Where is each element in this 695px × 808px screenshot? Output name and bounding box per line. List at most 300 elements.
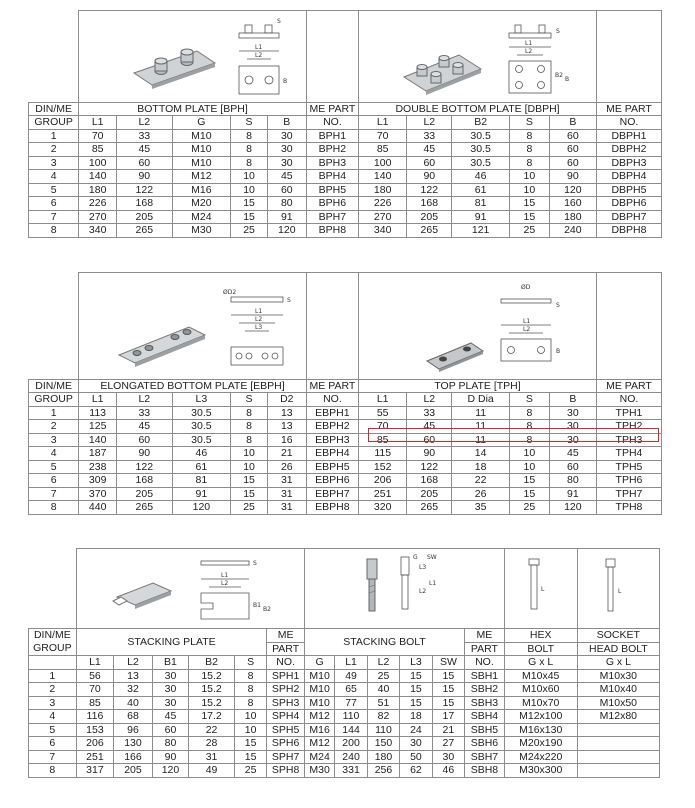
table-cell: 81 xyxy=(452,197,510,211)
table-cell: 15 xyxy=(231,197,268,211)
table-row xyxy=(29,460,662,474)
table-cell: 80 xyxy=(152,737,189,751)
table-cell: M10x45 xyxy=(504,669,577,683)
table-cell: 31 xyxy=(267,501,306,515)
table-cell: 309 xyxy=(79,474,117,488)
table-cell: SPH8 xyxy=(267,764,305,778)
table-cell: M24 xyxy=(172,210,231,224)
table-cell: 17.2 xyxy=(189,710,235,724)
dim-b-label: B xyxy=(283,78,288,85)
table-cell: SBH5 xyxy=(465,723,505,737)
table-cell: M16 xyxy=(172,183,231,197)
group-cell: 1 xyxy=(29,129,79,143)
table-cell: 91 xyxy=(267,210,306,224)
table-cell: 30.5 xyxy=(172,406,231,420)
table-cell: 206 xyxy=(76,737,114,751)
table-cell: 90 xyxy=(117,447,173,461)
table-cell: TPH5 xyxy=(596,460,661,474)
table-cell: 26 xyxy=(267,460,306,474)
col-header: S xyxy=(509,393,549,407)
table-cell: 90 xyxy=(407,447,452,461)
table-cell: SBH6 xyxy=(465,737,505,751)
group-cell: 6 xyxy=(29,197,79,211)
dim-s-label: S xyxy=(556,28,560,35)
table-cell: 150 xyxy=(367,737,399,751)
col-header: L1 xyxy=(359,116,407,130)
table-cell: M20x190 xyxy=(504,737,577,751)
table-cell xyxy=(577,737,659,751)
table-cell: DBPH6 xyxy=(596,197,661,211)
table-cell: 226 xyxy=(79,197,117,211)
table-cell: 30 xyxy=(267,156,306,170)
group-cell: 7 xyxy=(29,750,77,764)
table-cell: EBPH6 xyxy=(306,474,358,488)
table-row xyxy=(29,433,662,447)
dim-b1-label: B1 xyxy=(252,602,261,609)
table-cell: M24 xyxy=(304,750,334,764)
me-part-header: ME xyxy=(267,629,305,643)
table-cell: 25 xyxy=(509,224,549,238)
group-cell: 6 xyxy=(29,474,79,488)
table-cell: TPH2 xyxy=(596,420,661,434)
dim-l3-label: L3 xyxy=(255,324,263,331)
table-row xyxy=(29,210,662,224)
table-cell: SPH6 xyxy=(267,737,305,751)
table-cell: 8 xyxy=(509,420,549,434)
table-cell: TPH6 xyxy=(596,474,661,488)
table-cell: 70 xyxy=(76,683,114,697)
table-cell: 13 xyxy=(267,406,306,420)
section-title: DOUBLE BOTTOM PLATE [DBPH] xyxy=(359,103,597,116)
me-part-header: ME PART xyxy=(306,103,358,116)
table-cell: 32 xyxy=(114,683,153,697)
table-cell: 115 xyxy=(359,447,407,461)
table-cell: 15 xyxy=(509,474,549,488)
table-cell: 15 xyxy=(400,683,432,697)
table-cell: 30.5 xyxy=(172,420,231,434)
col-header: B xyxy=(549,393,596,407)
stacking-bolt-drawing xyxy=(304,549,504,629)
table-cell: 15 xyxy=(231,474,268,488)
table-cell: EBPH3 xyxy=(306,433,358,447)
table-cell: EBPH4 xyxy=(306,447,358,461)
table-cell: 340 xyxy=(359,224,407,238)
table-cell: 8 xyxy=(231,143,268,157)
table-cell: 122 xyxy=(407,460,452,474)
dim-l2-label: L2 xyxy=(523,326,531,333)
table-cell: 40 xyxy=(367,683,399,697)
table-cell: M10 xyxy=(172,129,231,143)
table-cell: 15 xyxy=(432,683,464,697)
table-cell: DBPH3 xyxy=(596,156,661,170)
table-cell: 11 xyxy=(452,420,510,434)
table-cell: 140 xyxy=(79,170,117,184)
col-header: B2 xyxy=(189,656,235,670)
col-header: S xyxy=(231,393,268,407)
table-cell: 25 xyxy=(509,501,549,515)
table-cell: 45 xyxy=(407,420,452,434)
group-cell: 5 xyxy=(29,183,79,197)
table-cell: 60 xyxy=(549,460,596,474)
table-cell: 60 xyxy=(549,143,596,157)
table-row xyxy=(29,737,660,751)
table-cell: 15.2 xyxy=(189,683,235,697)
col-header: S xyxy=(509,116,549,130)
group-cell: 3 xyxy=(29,696,77,710)
table-cell: BPH3 xyxy=(306,156,358,170)
group-header: DIN/ME xyxy=(29,380,79,393)
table-cell: M24x220 xyxy=(504,750,577,764)
table-cell: 24 xyxy=(400,723,432,737)
table-row xyxy=(29,683,660,697)
dim-sw-label: SW xyxy=(426,554,437,561)
table-cell: 125 xyxy=(79,420,117,434)
table-cell: 65 xyxy=(335,683,367,697)
col-header: D Dia xyxy=(452,393,510,407)
group-header: GROUP xyxy=(29,116,79,130)
dim-l1-label: L1 xyxy=(523,318,531,325)
col-header: S xyxy=(234,656,266,670)
table-cell: EBPH7 xyxy=(306,487,358,501)
table-cell: 15 xyxy=(509,197,549,211)
table-cell: SBH2 xyxy=(465,683,505,697)
table-cell: 100 xyxy=(359,156,407,170)
group-cell: 3 xyxy=(29,433,79,447)
table-cell: 50 xyxy=(400,750,432,764)
table-cell: 180 xyxy=(549,210,596,224)
table-row xyxy=(29,487,662,501)
table-cell: 120 xyxy=(267,224,306,238)
table-cell: 60 xyxy=(407,156,452,170)
dim-l2-label: L2 xyxy=(255,316,263,323)
table-cell: DBPH4 xyxy=(596,170,661,184)
table-cell: 10 xyxy=(231,447,268,461)
table-cell: 30 xyxy=(267,143,306,157)
table-cell: 51 xyxy=(367,696,399,710)
me-part-header: ME PART xyxy=(306,380,358,393)
table-cell: M10 xyxy=(172,143,231,157)
table-cell: 70 xyxy=(79,129,117,143)
table-cell: 30 xyxy=(549,406,596,420)
table-row xyxy=(29,764,660,778)
me-part-header: NO. xyxy=(596,393,661,407)
table-cell: 77 xyxy=(335,696,367,710)
table-cell: 8 xyxy=(231,406,268,420)
table-cell: 46 xyxy=(172,447,231,461)
table-cell: 240 xyxy=(549,224,596,238)
table-cell: 251 xyxy=(76,750,114,764)
table-cell: 15.2 xyxy=(189,669,235,683)
table-cell: 256 xyxy=(367,764,399,778)
table-cell: 168 xyxy=(117,197,173,211)
table-cell: 18 xyxy=(452,460,510,474)
table-cell: 120 xyxy=(172,501,231,515)
table-cell: M20 xyxy=(172,197,231,211)
table-cell: 16 xyxy=(267,433,306,447)
table-cell: 180 xyxy=(79,183,117,197)
table-cell: 25 xyxy=(231,501,268,515)
table-cell: 13 xyxy=(114,669,153,683)
dim-l1-label: L1 xyxy=(255,44,263,51)
table-cell: DBPH8 xyxy=(596,224,661,238)
table-cell: M12x80 xyxy=(577,710,659,724)
table-cell: 140 xyxy=(359,170,407,184)
table-cell: 331 xyxy=(335,764,367,778)
me-part-header: NO. xyxy=(267,656,305,670)
table-cell: 70 xyxy=(359,420,407,434)
top-plate-drawing xyxy=(359,273,597,380)
table-cell: 110 xyxy=(367,723,399,737)
table-cell: 26 xyxy=(452,487,510,501)
table-cell: M16x130 xyxy=(504,723,577,737)
group-cell: 1 xyxy=(29,669,77,683)
table-cell: 17 xyxy=(432,710,464,724)
bottom-plate-drawing xyxy=(79,11,306,103)
table-row xyxy=(29,170,662,184)
table-cell: 33 xyxy=(117,129,173,143)
table-cell: 15 xyxy=(400,669,432,683)
table-cell: 168 xyxy=(117,474,173,488)
table-bottom-plates xyxy=(28,10,662,238)
section-title: BOTTOM PLATE [BPH] xyxy=(79,103,306,116)
table-cell: DBPH1 xyxy=(596,129,661,143)
table-cell: 22 xyxy=(189,723,235,737)
table-cell: 8 xyxy=(234,683,266,697)
table-row xyxy=(29,696,660,710)
table-cell: 200 xyxy=(335,737,367,751)
group-cell: 8 xyxy=(29,764,77,778)
table-stacking-bolts xyxy=(28,548,660,778)
table-cell: 60 xyxy=(117,156,173,170)
table-cell: 15 xyxy=(509,210,549,224)
group-cell: 7 xyxy=(29,487,79,501)
table-cell: 33 xyxy=(407,129,452,143)
table-cell: SPH2 xyxy=(267,683,305,697)
table-cell: 10 xyxy=(231,183,268,197)
col-header: L3 xyxy=(400,656,432,670)
table-row xyxy=(29,447,662,461)
table-cell: 68 xyxy=(114,710,153,724)
table-cell: 168 xyxy=(407,474,452,488)
table-cell: 60 xyxy=(549,129,596,143)
dim-l1-label: L1 xyxy=(220,572,228,579)
table-cell: 55 xyxy=(359,406,407,420)
section-title: TOP PLATE [TPH] xyxy=(359,380,597,393)
table-row xyxy=(29,129,662,143)
table-cell: 8 xyxy=(231,433,268,447)
table-cell: 60 xyxy=(152,723,189,737)
socket-head-bolt-drawing xyxy=(577,549,659,629)
table-cell: SPH3 xyxy=(267,696,305,710)
col-header: B2 xyxy=(452,116,510,130)
group-cell: 2 xyxy=(29,143,79,157)
table-row xyxy=(29,183,662,197)
group-cell: 2 xyxy=(29,683,77,697)
col-header: G xyxy=(172,116,231,130)
table-cell: BPH4 xyxy=(306,170,358,184)
table-cell: 166 xyxy=(114,750,153,764)
table-cell: 270 xyxy=(79,210,117,224)
dim-s-label: S xyxy=(252,560,257,567)
table-cell: 30.5 xyxy=(452,156,510,170)
dim-l2-label: L2 xyxy=(525,48,533,55)
dim-l2-label: L2 xyxy=(220,580,228,587)
me-part-header: ME PART xyxy=(596,103,661,116)
table-cell: 31 xyxy=(267,474,306,488)
table-cell: M10 xyxy=(304,696,334,710)
group-cell: 4 xyxy=(29,447,79,461)
table-row xyxy=(29,474,662,488)
table-cell: 30 xyxy=(549,433,596,447)
me-part-header: ME xyxy=(465,629,505,643)
table-cell: BPH2 xyxy=(306,143,358,157)
dim-l3-label: L3 xyxy=(418,564,427,571)
table-cell: 49 xyxy=(189,764,235,778)
table-cell: 49 xyxy=(335,669,367,683)
table-cell: M10x30 xyxy=(577,669,659,683)
col-header: D2 xyxy=(267,393,306,407)
table-cell: 180 xyxy=(367,750,399,764)
table-cell: M10x60 xyxy=(504,683,577,697)
group-cell: 8 xyxy=(29,224,79,238)
table-cell: 110 xyxy=(335,710,367,724)
me-part-header: PART xyxy=(465,642,505,656)
table-cell: 81 xyxy=(172,474,231,488)
table-cell: 62 xyxy=(400,764,432,778)
table-cell: 25 xyxy=(234,764,266,778)
hex-bolt-title: HEX xyxy=(504,629,577,643)
table-cell: 120 xyxy=(549,501,596,515)
table-cell: 8 xyxy=(509,156,549,170)
col-header: L3 xyxy=(172,393,231,407)
col-header: L2 xyxy=(367,656,399,670)
table-cell: 8 xyxy=(231,420,268,434)
table-cell: 251 xyxy=(359,487,407,501)
table-cell: M10 xyxy=(304,669,334,683)
table-cell: 85 xyxy=(359,143,407,157)
table-cell: SBH7 xyxy=(465,750,505,764)
table-cell: 8 xyxy=(231,156,268,170)
col-header: G x L xyxy=(577,656,659,670)
col-header: B xyxy=(549,116,596,130)
table-cell: 35 xyxy=(452,501,510,515)
table-cell: 80 xyxy=(267,197,306,211)
table-cell: SPH7 xyxy=(267,750,305,764)
col-header: L1 xyxy=(335,656,367,670)
dim-l1-label: L1 xyxy=(428,580,437,587)
table-cell: 21 xyxy=(267,447,306,461)
dim-s-label: S xyxy=(277,18,282,25)
dim-b2-label: B2 xyxy=(555,72,564,79)
table-cell: M12 xyxy=(304,737,334,751)
table-row xyxy=(29,750,660,764)
table-cell: 317 xyxy=(76,764,114,778)
table-cell: 8 xyxy=(509,129,549,143)
me-part-header: ME PART xyxy=(596,380,661,393)
col-header: G xyxy=(304,656,334,670)
table-cell: DBPH5 xyxy=(596,183,661,197)
table-cell: 33 xyxy=(117,406,173,420)
table-cell: 14 xyxy=(452,447,510,461)
hex-bolt-drawing xyxy=(504,549,577,629)
section-title: STACKING PLATE xyxy=(76,629,267,656)
table-cell: 168 xyxy=(407,197,452,211)
table-cell: 140 xyxy=(79,433,117,447)
table-cell: 13 xyxy=(267,420,306,434)
table-cell: 15 xyxy=(234,737,266,751)
table-cell: 30 xyxy=(152,683,189,697)
table-cell: 10 xyxy=(231,170,268,184)
table-cell: 187 xyxy=(79,447,117,461)
hex-bolt-title: BOLT xyxy=(504,642,577,656)
table-cell: 30.5 xyxy=(452,129,510,143)
group-cell: 3 xyxy=(29,156,79,170)
table-cell: 265 xyxy=(407,501,452,515)
table-cell: 91 xyxy=(549,487,596,501)
table-cell: 116 xyxy=(76,710,114,724)
col-header: B1 xyxy=(152,656,189,670)
table-cell: 18 xyxy=(400,710,432,724)
col-header: SW xyxy=(432,656,464,670)
table-cell: 61 xyxy=(452,183,510,197)
table-row xyxy=(29,723,660,737)
table-cell: 8 xyxy=(231,129,268,143)
table-cell: BPH6 xyxy=(306,197,358,211)
table-row xyxy=(29,710,660,724)
col-header: L2 xyxy=(117,393,173,407)
group-cell: 6 xyxy=(29,737,77,751)
table-cell: 8 xyxy=(509,143,549,157)
table-cell: 340 xyxy=(79,224,117,238)
table-row xyxy=(29,501,662,515)
table-cell: 10 xyxy=(234,710,266,724)
table-cell: 45 xyxy=(117,420,173,434)
table-cell: 70 xyxy=(359,129,407,143)
table-cell: 10 xyxy=(509,460,549,474)
dim-g-label: G xyxy=(412,554,418,561)
table-cell: 45 xyxy=(152,710,189,724)
group-cell: 7 xyxy=(29,210,79,224)
group-cell: 4 xyxy=(29,170,79,184)
table-cell: 30.5 xyxy=(172,433,231,447)
table-cell: 205 xyxy=(117,487,173,501)
group-header: DIN/ME xyxy=(29,103,79,116)
double-bottom-plate-drawing xyxy=(359,11,597,103)
col-header: S xyxy=(231,116,268,130)
table-cell: SBH4 xyxy=(465,710,505,724)
me-part-header: NO. xyxy=(306,116,358,130)
table-cell: 91 xyxy=(452,210,510,224)
table-cell: 153 xyxy=(76,723,114,737)
table-cell: 121 xyxy=(452,224,510,238)
section-title: STACKING BOLT xyxy=(304,629,464,656)
table-cell: 122 xyxy=(117,183,173,197)
table-cell: 238 xyxy=(79,460,117,474)
table-cell: 370 xyxy=(79,487,117,501)
table-cell: 28 xyxy=(189,737,235,751)
table-cell: SPH5 xyxy=(267,723,305,737)
table-cell: M12x100 xyxy=(504,710,577,724)
table-cell: 30 xyxy=(152,696,189,710)
table-cell: 113 xyxy=(79,406,117,420)
table-cell: TPH7 xyxy=(596,487,661,501)
table-cell: 15 xyxy=(432,696,464,710)
table-cell: BPH1 xyxy=(306,129,358,143)
table-cell: BPH7 xyxy=(306,210,358,224)
table-cell: 205 xyxy=(114,764,153,778)
table-cell: 30 xyxy=(549,420,596,434)
table-cell: 60 xyxy=(117,433,173,447)
